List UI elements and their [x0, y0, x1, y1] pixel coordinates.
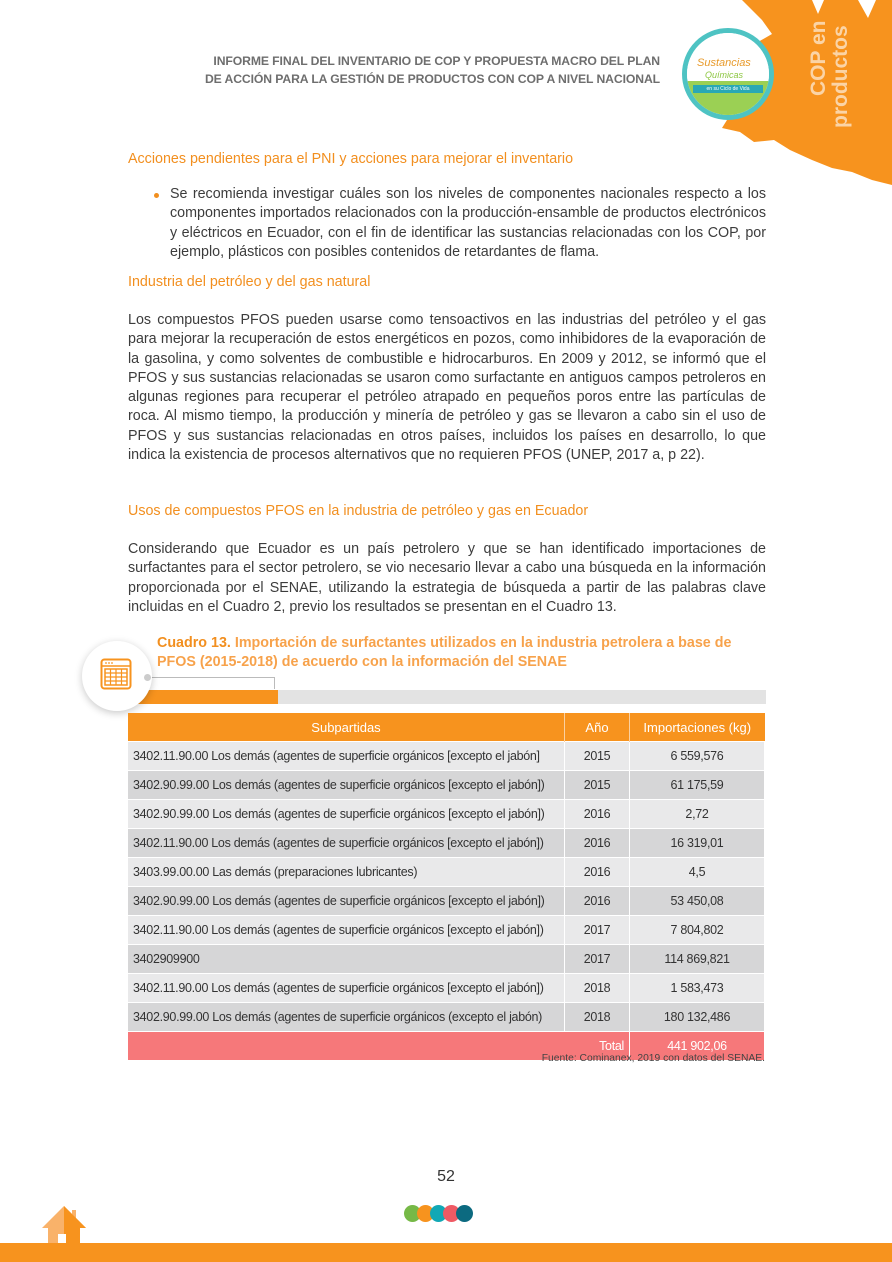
recommendation-list [152, 185, 766, 262]
table-row [128, 974, 765, 1003]
table-source-note: Fuente: Cominanex, 2019 con datos del SENAE. [541, 1053, 765, 1064]
table-caption-label: Cuadro 13. [157, 635, 231, 651]
caption-bar-accent [128, 690, 278, 704]
table-row [128, 829, 765, 858]
home-icon[interactable] [38, 1204, 90, 1246]
cell-subpartida: 3402909900 [128, 945, 565, 974]
table-row [128, 771, 765, 800]
cell-importaciones: 1 583,473 [630, 974, 765, 1003]
table-caption [157, 634, 767, 672]
cell-anio: 2016 [565, 800, 630, 829]
cell-importaciones: 6 559,576 [630, 742, 765, 771]
column-header-subpartidas: Subpartidas [128, 713, 565, 742]
logo-title-2: Químicas [705, 70, 744, 80]
cell-importaciones: 16 319,01 [630, 829, 765, 858]
cell-anio: 2018 [565, 1003, 630, 1032]
cell-subpartida: 3402.90.99.00 Los demás (agentes de superficie orgánicos (excepto el jabón) [128, 1003, 565, 1032]
table-row [128, 800, 765, 829]
header-line-1: INFORME FINAL DEL INVENTARIO DE COP Y PROPUESTA MACRO DEL PLAN [213, 54, 660, 68]
table-row [128, 742, 765, 771]
header-line-2: DE ACCIÓN PARA LA GESTIÓN DE PRODUCTOS CON COP A NIVEL NACIONAL [204, 72, 660, 86]
cell-subpartida: 3402.90.99.00 Los demás (agentes de superficie orgánicos [excepto el jabón]) [128, 771, 565, 800]
column-header-importaciones: Importaciones (kg) [630, 713, 765, 742]
total-label: Total [128, 1032, 630, 1061]
table-icon [100, 658, 132, 690]
cell-importaciones: 114 869,821 [630, 945, 765, 974]
cell-importaciones: 53 450,08 [630, 887, 765, 916]
cell-subpartida: 3402.90.99.00 Los demás (agentes de superficie orgánicos [excepto el jabón]) [128, 800, 565, 829]
cell-importaciones: 7 804,802 [630, 916, 765, 945]
paragraph-usos-pfos: Considerando que Ecuador es un país petrolero y que se han identificado importaciones de surfactantes para el sector petrolero, se vio necesario llevar a cabo una búsqueda en la información proporcionada por el SENAE, utilizando la estrategia de búsqueda a partir de las palabras clave incluidas en el Cuadro 2, previo los resultados se presentan en el Cuadro 13. [128, 541, 766, 615]
total-value: 441 902,06 [630, 1032, 765, 1061]
heading-industria-petroleo: Industria del petróleo y del gas natural [128, 274, 371, 290]
heading-usos-pfos: Usos de compuestos PFOS en la industria de petróleo y gas en Ecuador [128, 503, 589, 519]
cell-anio: 2015 [565, 771, 630, 800]
table-row [128, 1003, 765, 1032]
brand-color-dots [404, 1205, 469, 1223]
side-tab-line2: productos [829, 25, 852, 128]
table-caption-text: Importación de surfactantes utilizados en la industria petrolera a base de PFOS (2015-2018) de acuerdo con la información del SENAE [157, 635, 732, 670]
cell-importaciones: 2,72 [630, 800, 765, 829]
cell-importaciones: 61 175,59 [630, 771, 765, 800]
cell-importaciones: 180 132,486 [630, 1003, 765, 1032]
table-row [128, 887, 765, 916]
cell-anio: 2016 [565, 858, 630, 887]
imports-table [128, 713, 765, 1060]
cell-subpartida: 3402.11.90.00 Los demás (agentes de superficie orgánicos [excepto el jabón]) [128, 829, 565, 858]
caption-connector-dot [144, 674, 151, 681]
cell-anio: 2015 [565, 742, 630, 771]
dot-dark-teal [456, 1205, 473, 1222]
cell-subpartida: 3403.99.00.00 Las demás (preparaciones lubricantes) [128, 858, 565, 887]
cell-subpartida: 3402.11.90.00 Los demás (agentes de superficie orgánicos [excepto el jabón] [128, 742, 565, 771]
cell-anio: 2018 [565, 974, 630, 1003]
section-side-tab [800, 20, 860, 128]
caption-connector-line-vertical [274, 677, 275, 689]
cell-subpartida: 3402.11.90.00 Los demás (agentes de superficie orgánicos [excepto el jabón]) [128, 974, 565, 1003]
table-row [128, 858, 765, 887]
cell-anio: 2016 [565, 829, 630, 858]
logo-band: en su Ciclo de Vida [693, 85, 763, 93]
page-number: 52 [437, 1168, 455, 1185]
cell-anio: 2017 [565, 945, 630, 974]
cell-anio: 2017 [565, 916, 630, 945]
table-row [128, 945, 765, 974]
caption-connector-line [148, 677, 275, 678]
cell-subpartida: 3402.11.90.00 Los demás (agentes de superficie orgánicos [excepto el jabón]) [128, 916, 565, 945]
sustancias-quimicas-logo [682, 28, 774, 120]
cell-anio: 2016 [565, 887, 630, 916]
document-header [200, 52, 660, 88]
table-row [128, 916, 765, 945]
side-tab-line1: COP en [807, 20, 830, 96]
column-header-anio: Año [565, 713, 630, 742]
logo-title-1: Sustancias [697, 57, 751, 69]
cell-importaciones: 4,5 [630, 858, 765, 887]
list-item: Se recomienda investigar cuáles son los niveles de componentes nacionales respecto a los componentes importados relacionados con la producción-ensamble de productos electrónicos y eléctricos en Ecuador, con el fin de identificar las sustancias relacionadas con los COP, por ejemplo, plásticos con posibles contenidos de retardantes de flama. [152, 185, 766, 262]
footer-bar [0, 1243, 892, 1262]
table-header-row [128, 713, 765, 742]
paragraph-industria-petroleo: Los compuestos PFOS pueden usarse como tensoactivos en las industrias del petróleo y el gas para mejorar la recuperación de estos energéticos en pozos, como inhibidores de la evaporación de la gasolina, y como solventes de combustible e hidrocarburos. En 2009 y 2012, se informó que el PFOS y sus sustancias relacionadas se usaron como surfactante en antiguos campos petroleros en algunas regiones para recuperar el petróleo atrapado en pequeños poros entre las partículas de roca. Al mismo tiempo, la producción y minería de petróleo y gas se llevaron a cabo sin el uso de PFOS y sus sustancias relacionadas en otros países, incluidos los países en desarrollo, lo que indica la existencia de procesos alternativos que no requieren PFOS (UNEP, 2017 a, p 22). [128, 312, 766, 464]
heading-acciones-pendientes: Acciones pendientes para el PNI y acciones para mejorar el inventario [128, 151, 574, 167]
cell-subpartida: 3402.90.99.00 Los demás (agentes de superficie orgánicos [excepto el jabón]) [128, 887, 565, 916]
table-icon-badge [82, 641, 152, 711]
